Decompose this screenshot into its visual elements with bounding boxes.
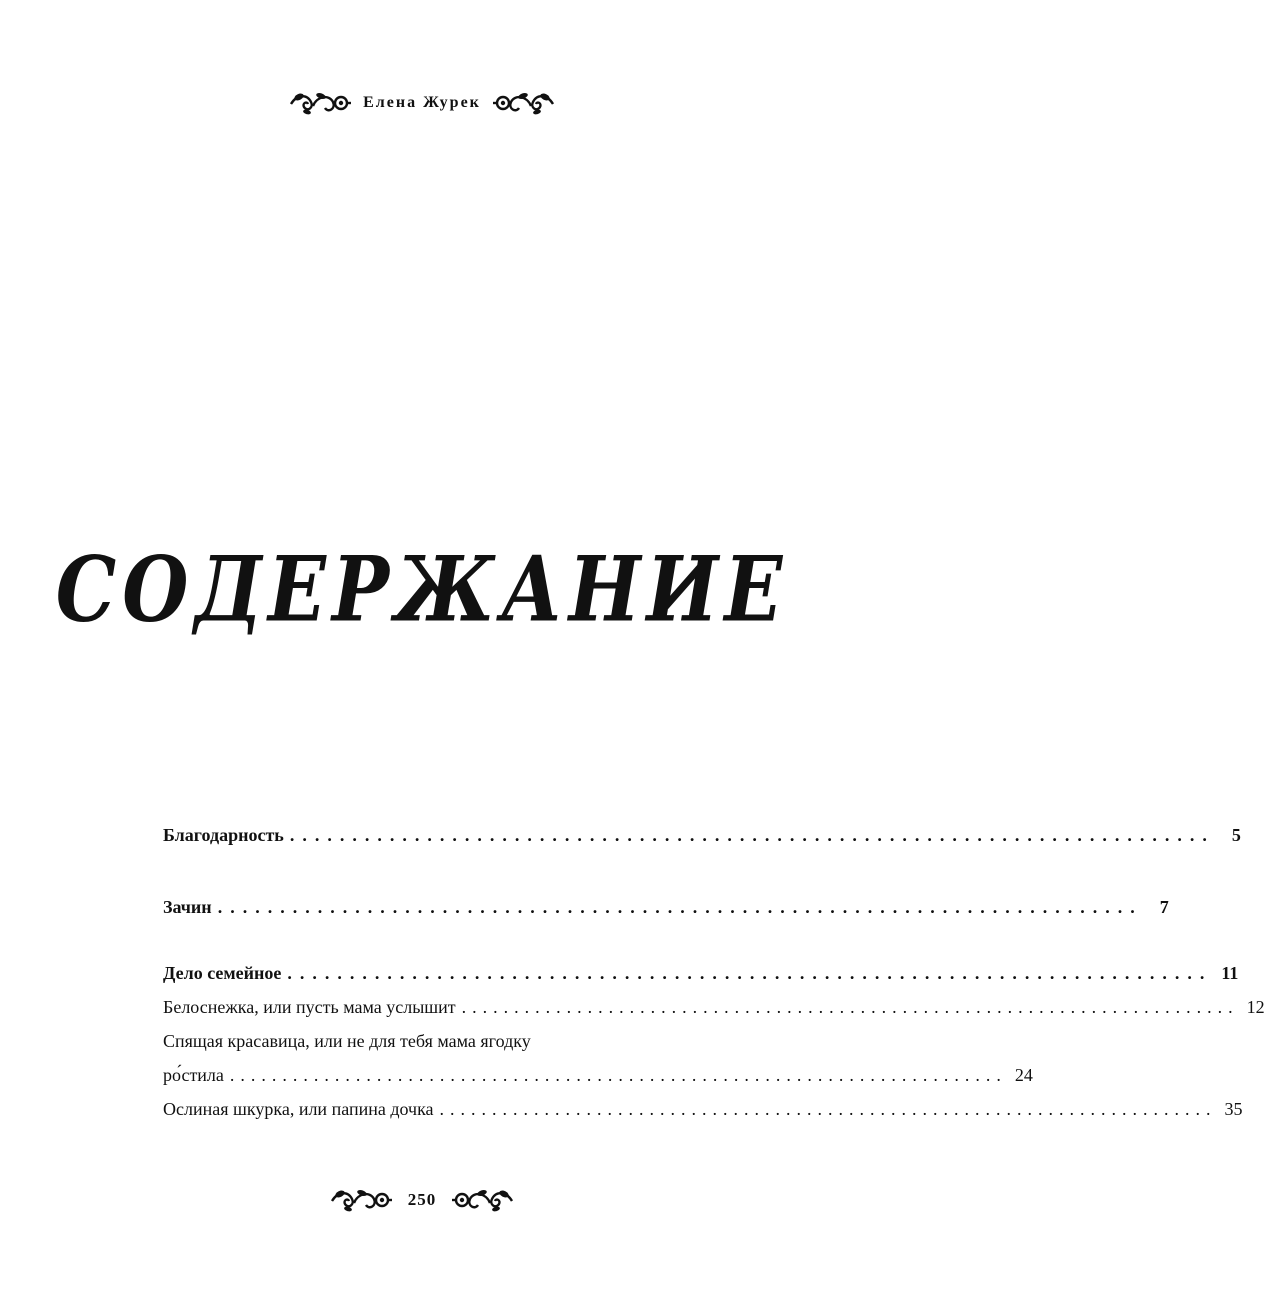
toc-entry-label: Спящая красавица, или не для тебя мама ягодку: [163, 1031, 531, 1051]
toc-entry-label: Дело семейное: [163, 963, 282, 983]
running-head: [0, 88, 844, 118]
floral-ornament-icon: [450, 1185, 516, 1215]
page-number: 250: [407, 1190, 437, 1209]
toc-page-number: 35: [1224, 1099, 1243, 1119]
toc-entry[interactable]: [163, 956, 1239, 990]
dot-leader: ..........................................................................: [439, 1099, 1217, 1119]
page-title: СОДЕРЖАНИЕ: [55, 536, 789, 642]
floral-ornament-icon: [287, 88, 353, 118]
floral-ornament-icon: [328, 1185, 394, 1215]
toc-page-number: 11: [1221, 963, 1239, 983]
toc-entry-label: Белоснежка, или пусть мама услышит: [163, 997, 456, 1017]
dot-leader: ..........................................................................: [217, 897, 1143, 917]
toc-entry-label: Ослиная шкурка, или папина дочка: [163, 1099, 434, 1119]
toc-entry-label: Зачин: [163, 897, 212, 917]
floral-ornament-icon: [491, 88, 557, 118]
dot-leader: ..........................................................................: [287, 963, 1213, 983]
toc-entry-label: ро́стила: [163, 1065, 224, 1085]
toc-entry[interactable]: [163, 1092, 1243, 1126]
toc-page-number: 5: [1231, 825, 1241, 845]
toc-entry[interactable]: [163, 818, 1241, 852]
toc-page-number: 7: [1159, 897, 1169, 917]
toc-entry[interactable]: [163, 890, 1169, 924]
toc-entry[interactable]: [163, 990, 1265, 1024]
toc-page-number: 12: [1246, 997, 1265, 1017]
dot-leader: ..........................................................................: [289, 825, 1215, 845]
page-footer: [0, 1185, 844, 1215]
dot-leader: ..........................................................................: [229, 1065, 1007, 1085]
toc-entry-label: Благодарность: [163, 825, 284, 845]
toc-entry[interactable]: [163, 1058, 1033, 1092]
dot-leader: ..........................................................................: [461, 997, 1239, 1017]
toc-page-number: 24: [1014, 1065, 1033, 1085]
table-of-contents: [163, 818, 1265, 1126]
toc-entry-line[interactable]: [163, 1024, 723, 1058]
author-name: Елена Журек: [363, 94, 481, 111]
